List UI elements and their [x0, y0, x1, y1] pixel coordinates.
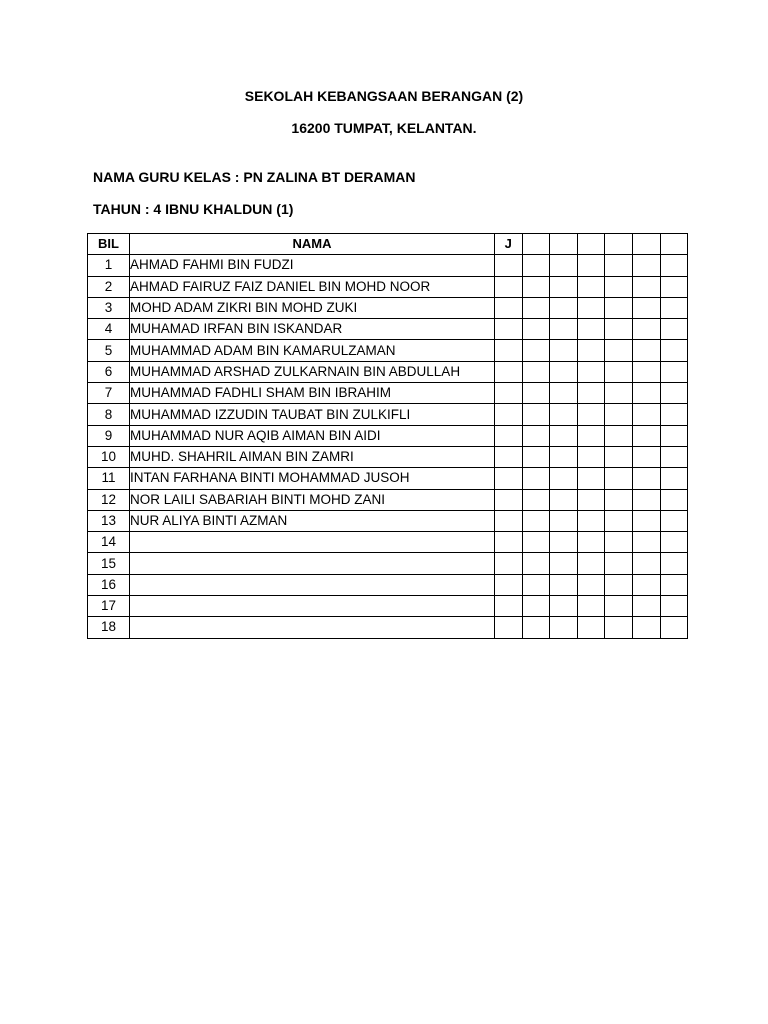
mark-cell: [660, 319, 688, 340]
mark-cell: [550, 276, 578, 297]
mark-cell: [605, 340, 633, 361]
mark-cell: [605, 532, 633, 553]
mark-cell: [577, 276, 605, 297]
mark-cell: [632, 532, 660, 553]
mark-cell: [632, 425, 660, 446]
row-number: 4: [88, 319, 130, 340]
mark-cell: [495, 510, 523, 531]
mark-cell: [495, 553, 523, 574]
mark-cell: [522, 574, 550, 595]
table-row: [88, 425, 688, 446]
table-row: [88, 510, 688, 531]
mark-cell: [495, 383, 523, 404]
row-number: 6: [88, 361, 130, 382]
mark-cell: [522, 596, 550, 617]
mark-cell: [632, 446, 660, 467]
student-name: [130, 532, 495, 553]
row-number: 9: [88, 425, 130, 446]
mark-cell: [577, 425, 605, 446]
mark-cell: [605, 489, 633, 510]
mark-cell: [495, 297, 523, 318]
mark-cell: [495, 319, 523, 340]
mark-cell: [660, 489, 688, 510]
table-row: [88, 596, 688, 617]
mark-cell: [632, 255, 660, 276]
mark-cell: [495, 255, 523, 276]
mark-cell: [605, 468, 633, 489]
mark-cell: [577, 574, 605, 595]
mark-cell: [632, 489, 660, 510]
mark-cell: [632, 553, 660, 574]
student-name: AHMAD FAIRUZ FAIZ DANIEL BIN MOHD NOOR: [130, 276, 495, 297]
student-name: AHMAD FAHMI BIN FUDZI: [130, 255, 495, 276]
mark-cell: [522, 361, 550, 382]
mark-cell: [550, 361, 578, 382]
mark-cell: [495, 276, 523, 297]
table-row: [88, 574, 688, 595]
mark-cell: [632, 276, 660, 297]
table-row: [88, 446, 688, 467]
mark-cell: [605, 319, 633, 340]
mark-cell: [605, 383, 633, 404]
header-mark-cell: [577, 234, 605, 255]
mark-cell: [660, 297, 688, 318]
table-row: [88, 319, 688, 340]
mark-cell: [522, 617, 550, 638]
mark-cell: [550, 596, 578, 617]
row-number: 17: [88, 596, 130, 617]
mark-cell: [495, 617, 523, 638]
student-name: MUHD. SHAHRIL AIMAN BIN ZAMRI: [130, 446, 495, 467]
mark-cell: [605, 404, 633, 425]
row-number: 13: [88, 510, 130, 531]
mark-cell: [605, 446, 633, 467]
student-name: MUHAMMAD ARSHAD ZULKARNAIN BIN ABDULLAH: [130, 361, 495, 382]
mark-cell: [495, 404, 523, 425]
mark-cell: [550, 617, 578, 638]
row-number: 3: [88, 297, 130, 318]
mark-cell: [660, 340, 688, 361]
mark-cell: [577, 510, 605, 531]
mark-cell: [495, 361, 523, 382]
mark-cell: [495, 446, 523, 467]
mark-cell: [577, 489, 605, 510]
mark-cell: [605, 297, 633, 318]
mark-cell: [577, 446, 605, 467]
mark-cell: [522, 255, 550, 276]
mark-cell: [522, 276, 550, 297]
mark-cell: [605, 596, 633, 617]
mark-cell: [660, 617, 688, 638]
class-year: TAHUN : 4 IBNU KHALDUN (1): [93, 201, 294, 217]
mark-cell: [550, 510, 578, 531]
mark-cell: [577, 255, 605, 276]
table-row: [88, 255, 688, 276]
mark-cell: [495, 468, 523, 489]
row-number: 14: [88, 532, 130, 553]
mark-cell: [550, 574, 578, 595]
mark-cell: [550, 297, 578, 318]
row-number: 5: [88, 340, 130, 361]
mark-cell: [495, 340, 523, 361]
row-number: 7: [88, 383, 130, 404]
mark-cell: [522, 553, 550, 574]
mark-cell: [660, 510, 688, 531]
mark-cell: [632, 617, 660, 638]
mark-cell: [550, 383, 578, 404]
mark-cell: [605, 510, 633, 531]
mark-cell: [495, 596, 523, 617]
mark-cell: [660, 255, 688, 276]
student-name: MUHAMMAD FADHLI SHAM BIN IBRAHIM: [130, 383, 495, 404]
mark-cell: [632, 297, 660, 318]
student-name: MUHAMMAD IZZUDIN TAUBAT BIN ZULKIFLI: [130, 404, 495, 425]
mark-cell: [660, 532, 688, 553]
header-mark-cell: [632, 234, 660, 255]
table-row: [88, 617, 688, 638]
student-roster-table: [87, 233, 688, 639]
mark-cell: [632, 340, 660, 361]
student-name: [130, 617, 495, 638]
mark-cell: [550, 340, 578, 361]
header-mark-cell: [605, 234, 633, 255]
mark-cell: [605, 617, 633, 638]
table-row: [88, 468, 688, 489]
mark-cell: [495, 489, 523, 510]
header-bil: BIL: [88, 234, 130, 255]
row-number: 8: [88, 404, 130, 425]
mark-cell: [632, 319, 660, 340]
mark-cell: [605, 276, 633, 297]
school-address-text: 16200 TUMPAT, KELANTAN.: [291, 120, 477, 136]
mark-cell: [495, 532, 523, 553]
student-name: NOR LAILI SABARIAH BINTI MOHD ZANI: [130, 489, 495, 510]
row-number: 2: [88, 276, 130, 297]
mark-cell: [660, 596, 688, 617]
mark-cell: [577, 553, 605, 574]
row-number: 11: [88, 468, 130, 489]
row-number: 18: [88, 617, 130, 638]
header-mark-cell: [660, 234, 688, 255]
row-number: 15: [88, 553, 130, 574]
mark-cell: [632, 404, 660, 425]
class-teacher: NAMA GURU KELAS : PN ZALINA BT DERAMAN: [93, 169, 416, 185]
mark-cell: [660, 574, 688, 595]
mark-cell: [660, 361, 688, 382]
mark-cell: [522, 425, 550, 446]
student-name: [130, 553, 495, 574]
mark-cell: [577, 297, 605, 318]
school-name-text: SEKOLAH KEBANGSAAN BERANGAN (2): [244, 88, 524, 104]
mark-cell: [522, 468, 550, 489]
mark-cell: [522, 446, 550, 467]
mark-cell: [605, 361, 633, 382]
mark-cell: [522, 489, 550, 510]
student-name: [130, 574, 495, 595]
mark-cell: [522, 383, 550, 404]
mark-cell: [522, 319, 550, 340]
row-number: 16: [88, 574, 130, 595]
school-name: [0, 88, 768, 104]
mark-cell: [577, 404, 605, 425]
mark-cell: [522, 340, 550, 361]
school-address: [0, 120, 768, 136]
mark-cell: [577, 468, 605, 489]
row-number: 12: [88, 489, 130, 510]
mark-cell: [660, 404, 688, 425]
mark-cell: [550, 446, 578, 467]
mark-cell: [577, 361, 605, 382]
mark-cell: [522, 404, 550, 425]
mark-cell: [605, 553, 633, 574]
table-row: [88, 404, 688, 425]
mark-cell: [660, 276, 688, 297]
header-mark-cell: [522, 234, 550, 255]
student-name: MUHAMMAD NUR AQIB AIMAN BIN AIDI: [130, 425, 495, 446]
mark-cell: [522, 532, 550, 553]
mark-cell: [632, 574, 660, 595]
mark-cell: [550, 404, 578, 425]
mark-cell: [495, 574, 523, 595]
row-number: 1: [88, 255, 130, 276]
table-row: [88, 532, 688, 553]
mark-cell: [550, 255, 578, 276]
mark-cell: [660, 553, 688, 574]
mark-cell: [660, 468, 688, 489]
mark-cell: [632, 596, 660, 617]
mark-cell: [632, 361, 660, 382]
header-mark-cell: [550, 234, 578, 255]
table-row: [88, 361, 688, 382]
mark-cell: [632, 468, 660, 489]
student-name: MUHAMAD IRFAN BIN ISKANDAR: [130, 319, 495, 340]
mark-cell: [550, 425, 578, 446]
student-name: [130, 596, 495, 617]
mark-cell: [577, 340, 605, 361]
mark-cell: [550, 553, 578, 574]
table-row: [88, 276, 688, 297]
mark-cell: [660, 446, 688, 467]
mark-cell: [522, 510, 550, 531]
mark-cell: [660, 425, 688, 446]
mark-cell: [605, 425, 633, 446]
mark-cell: [577, 319, 605, 340]
mark-cell: [632, 383, 660, 404]
mark-cell: [550, 468, 578, 489]
mark-cell: [577, 596, 605, 617]
student-name: MUHAMMAD ADAM BIN KAMARULZAMAN: [130, 340, 495, 361]
table-row: [88, 553, 688, 574]
mark-cell: [577, 617, 605, 638]
student-name: MOHD ADAM ZIKRI BIN MOHD ZUKI: [130, 297, 495, 318]
mark-cell: [550, 489, 578, 510]
student-name: INTAN FARHANA BINTI MOHAMMAD JUSOH: [130, 468, 495, 489]
mark-cell: [495, 425, 523, 446]
table-row: [88, 489, 688, 510]
mark-cell: [660, 383, 688, 404]
table-row: [88, 383, 688, 404]
mark-cell: [632, 510, 660, 531]
table-header-row: [88, 234, 688, 255]
header-j: J: [495, 234, 523, 255]
mark-cell: [522, 297, 550, 318]
mark-cell: [605, 255, 633, 276]
student-name: NUR ALIYA BINTI AZMAN: [130, 510, 495, 531]
mark-cell: [550, 319, 578, 340]
mark-cell: [550, 532, 578, 553]
mark-cell: [577, 532, 605, 553]
table-row: [88, 340, 688, 361]
table-row: [88, 297, 688, 318]
row-number: 10: [88, 446, 130, 467]
mark-cell: [577, 383, 605, 404]
header-nama: NAMA: [130, 234, 495, 255]
mark-cell: [605, 574, 633, 595]
